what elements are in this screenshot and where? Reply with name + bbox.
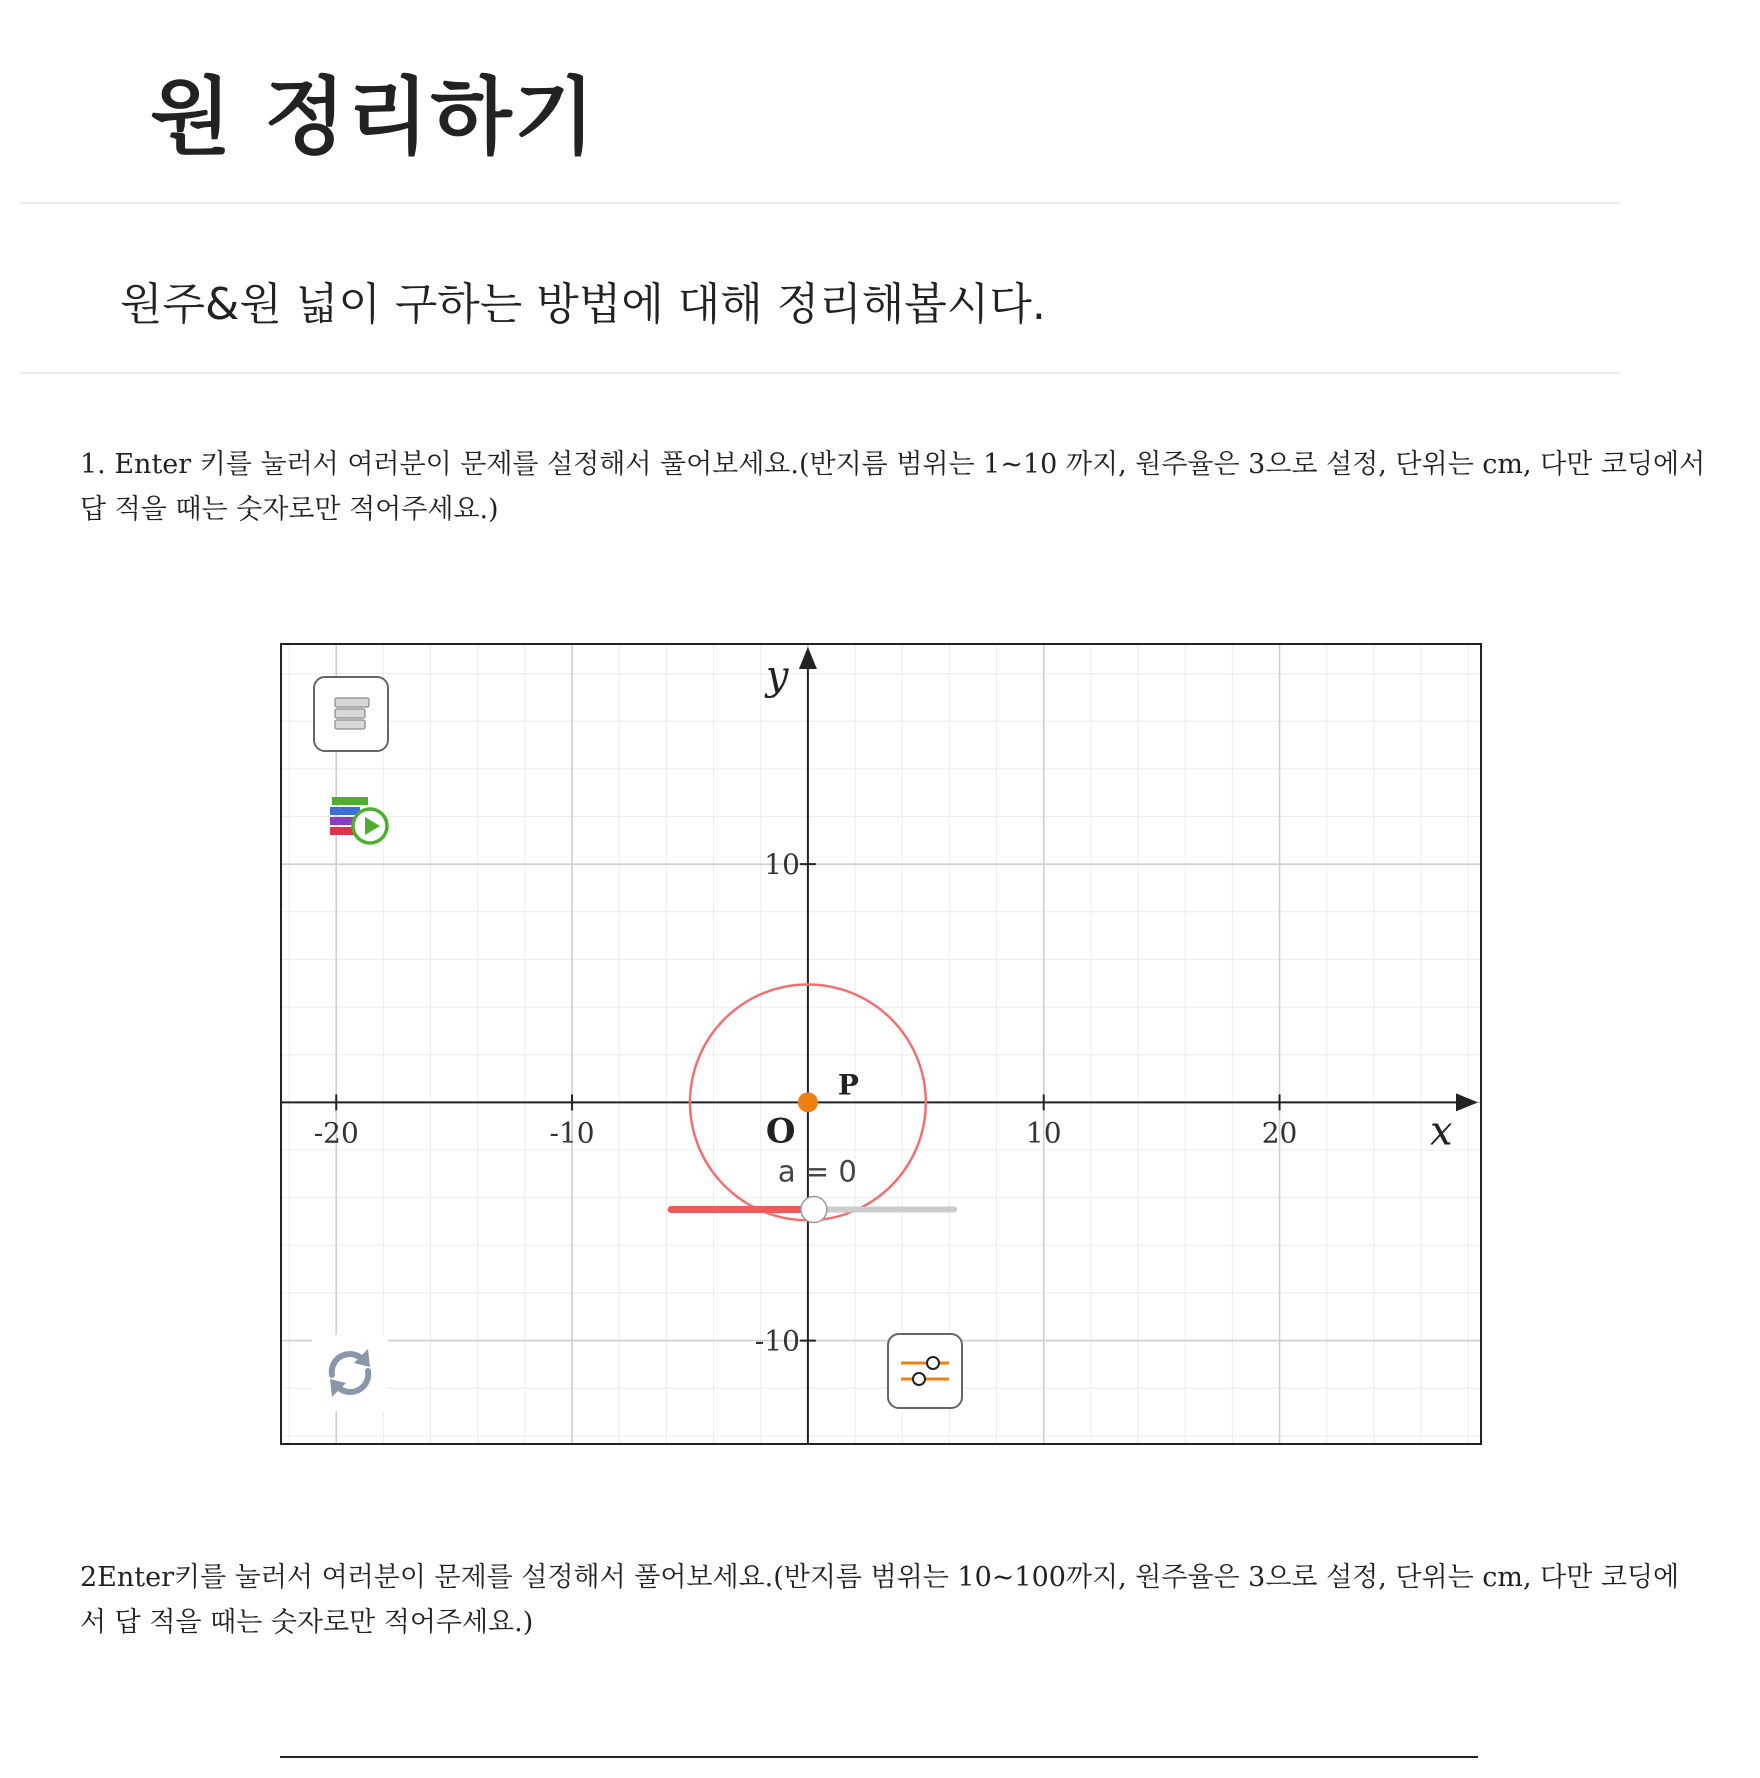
grid-major-lines	[282, 645, 1480, 1443]
instruction-1	[80, 442, 1706, 532]
block-run-icon[interactable]	[330, 797, 387, 843]
instruction-1-line2: 답 적을 때는 숫자로만 적어주세요.)	[80, 494, 499, 525]
top-divider	[20, 202, 1620, 204]
intro-subtitle: 원주&원 넓이 구하는 방법에 대해 정리해봅시다.	[120, 279, 1046, 330]
x-tick-label: -10	[549, 1116, 595, 1150]
origin-label: O	[765, 1111, 796, 1152]
second-graph-canvas[interactable]	[280, 1756, 1478, 1778]
x-axis-label: x	[1430, 1108, 1453, 1155]
axes	[282, 647, 1478, 1443]
instruction-1-line1: 1. Enter 키를 눌러서 여러분이 문제를 설정해서 풀어보세요.(반지름 범위는 1~10 까지, 원주율은 3으로 설정, 단위는 cm, 다만 코딩에서	[80, 449, 1706, 480]
instruction-2	[80, 1555, 1680, 1645]
section-divider	[20, 372, 1620, 374]
x-tick-label: 10	[1025, 1116, 1062, 1150]
y-axis-label: y	[765, 653, 789, 699]
y-tick-label: 10	[764, 848, 800, 882]
slider-settings-button[interactable]	[887, 1333, 963, 1409]
point-p[interactable]	[798, 1092, 818, 1112]
reset-button[interactable]	[312, 1335, 388, 1411]
instruction-2-line1: 2Enter키를 눌러서 여러분이 문제를 설정해서 풀어보세요.(반지름 범위는 10~100까지, 원주율은 3으로 설정, 단위는 cm, 다만 코딩에	[80, 1562, 1680, 1593]
y-axis-arrow	[799, 647, 817, 669]
grid-minor-lines	[282, 645, 1480, 1443]
block-menu-button[interactable]	[313, 676, 389, 752]
refresh-icon	[312, 1335, 388, 1411]
slider-label: a = 0	[777, 1154, 857, 1189]
x-axis-arrow	[1456, 1093, 1478, 1111]
instruction-2-line2: 서 답 적을 때는 숫자로만 적어주세요.)	[80, 1607, 534, 1638]
slider-settings-icon	[889, 1335, 961, 1407]
x-tick-label: -20	[313, 1116, 359, 1150]
x-tick-label: 20	[1261, 1116, 1298, 1150]
graph-canvas[interactable]	[280, 643, 1482, 1445]
y-tick-label: -10	[754, 1324, 800, 1358]
point-p-label: P	[837, 1068, 859, 1102]
page-title: 원 정리하기	[150, 68, 597, 166]
block-menu-icon	[315, 678, 387, 750]
slider-handle[interactable]	[801, 1197, 827, 1223]
